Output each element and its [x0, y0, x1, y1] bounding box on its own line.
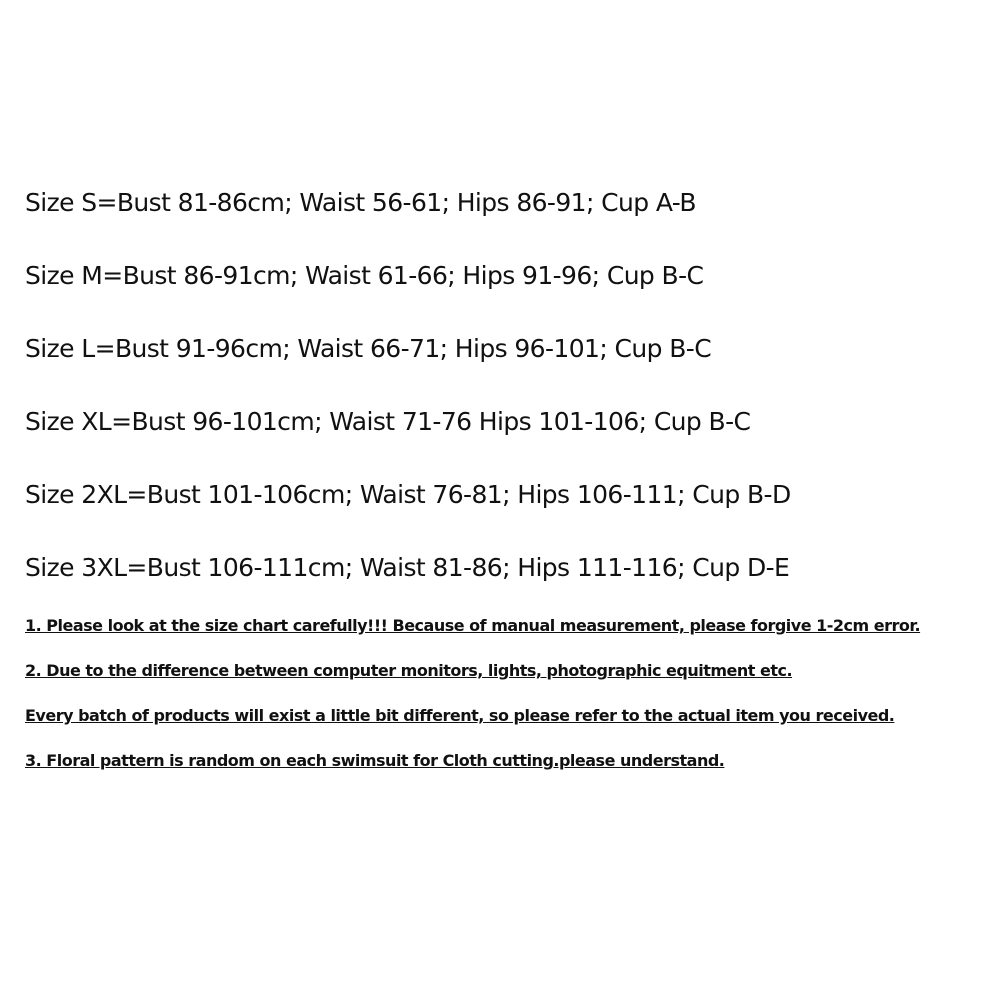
size-list — [25, 184, 791, 622]
size-xl-line: Size XL=Bust 96-101cm; Waist 71-76 Hips 101-106; Cup B-C — [25, 407, 751, 436]
size-3xl-line: Size 3XL=Bust 106-111cm; Waist 81-86; Hips 111-116; Cup D-E — [25, 553, 790, 582]
notes-list — [25, 612, 920, 792]
size-2xl-line: Size 2XL=Bust 101-106cm; Waist 76-81; Hips 106-111; Cup B-D — [25, 480, 791, 509]
note-2: 2. Due to the difference between computer monitors, lights, photographic equitment etc. — [25, 661, 793, 680]
note-3: 3. Floral pattern is random on each swimsuit for Cloth cutting.please understand. — [25, 751, 725, 770]
note-2-continued: Every batch of products will exist a little bit different, so please refer to the actual item you received. — [25, 706, 895, 725]
size-s-line: Size S=Bust 81-86cm; Waist 56-61; Hips 86-91; Cup A-B — [25, 188, 696, 217]
note-1: 1. Please look at the size chart carefully!!! Because of manual measurement, please forgive 1-2cm error. — [25, 616, 921, 635]
size-m-line: Size M=Bust 86-91cm; Waist 61-66; Hips 91-96; Cup B-C — [25, 261, 704, 290]
size-l-line: Size L=Bust 91-96cm; Waist 66-71; Hips 96-101; Cup B-C — [25, 334, 712, 363]
